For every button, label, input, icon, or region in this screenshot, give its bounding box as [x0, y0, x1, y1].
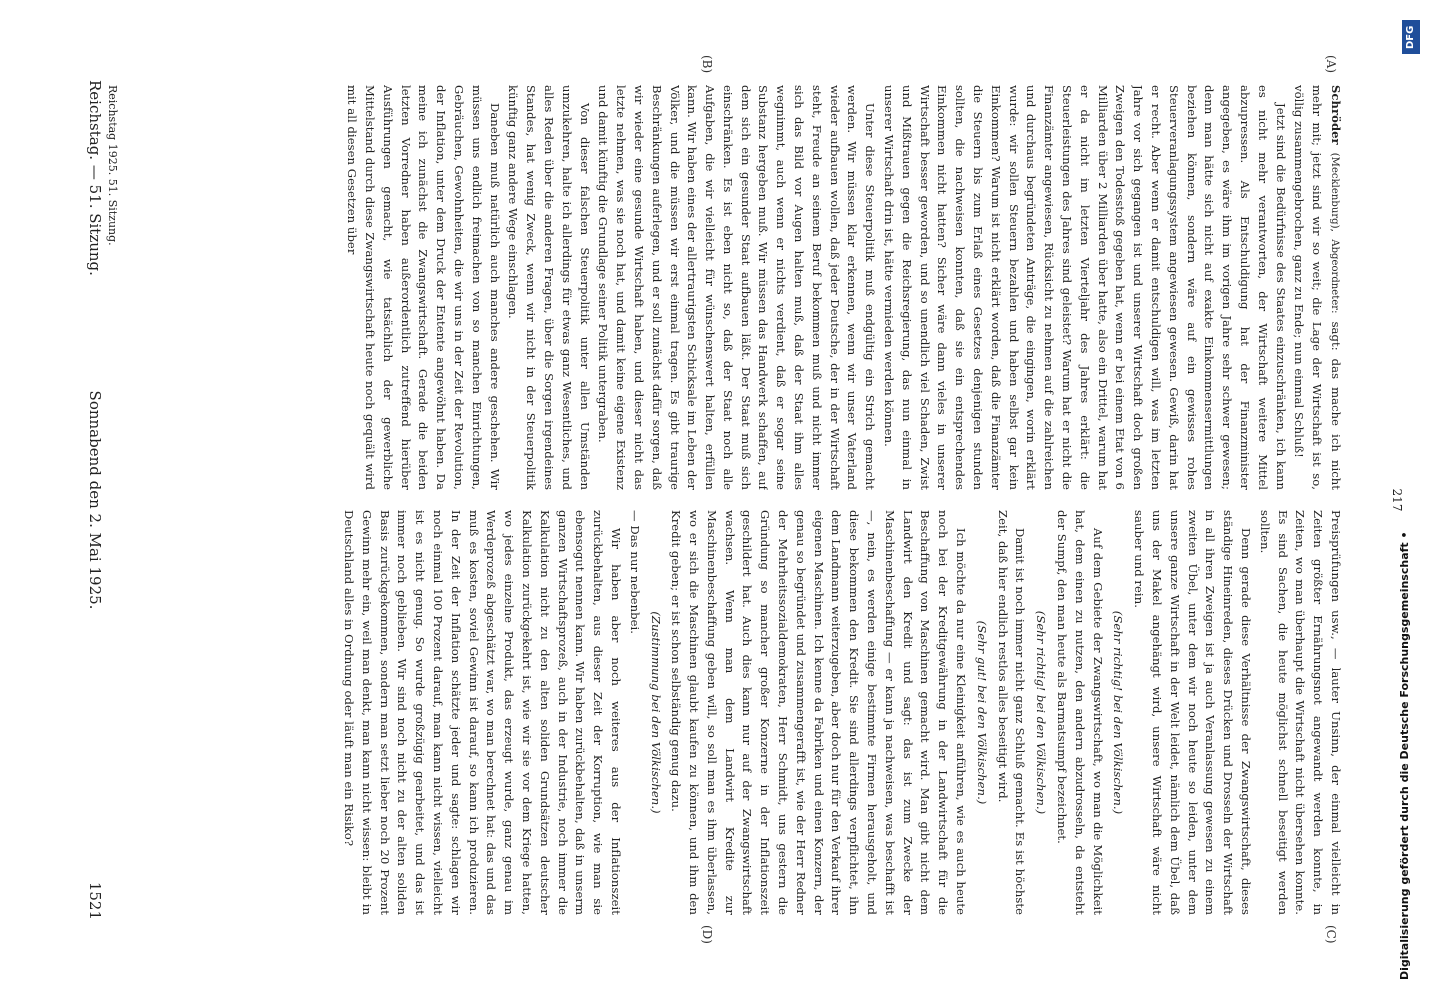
paragraph: Denn gerade diese Verhältnisse der Zwangswirtschaft, dieses ständige Hineinreden, dieses Drücken und Drosseln der Wirtschaft in all ihren Zweigen ist ja auch Veranlassung gewesen zu einem zweiten Übel, unter dem wir noch heute so leiden, unter dem unsere ganze Wirtschaft in der Welt leidet, nämlich dem Übel, daß uns der Makel angehängt wird, unsere Wirtschaft wäre nicht sauber und rein. [1132, 510, 1254, 915]
page-header [80, 80, 104, 920]
dfg-badge-label: DFG [1405, 25, 1416, 49]
paragraph: Auf dem Gebiete der Zwangswirtschaft, wo man die Möglichkeit hat, dem einen zu nutzen, den andern abzudrosseln, da entsteht der Sumpf, den man heute als Barmatsumpf bezeichnet. [1055, 510, 1105, 915]
header-left: Reichstag. — 51. Sitzung. [86, 80, 104, 276]
paragraph: Damit ist noch immer nicht ganz Schluß gemacht. Es ist höchste Zeit, daß hier endlich restlos alles beseitigt wird. [995, 510, 1028, 915]
margin-label-c: (C) [1324, 925, 1338, 944]
paragraph: Unter diese Steuerpolitik muß endgültig ein Strich gemacht werden. Wir müssen klar erkennen, wenn wir unser Vaterland wieder aufbauen wollen, daß jeder Deutsche, der in der Wirtschaft steht, Freude an seinem Beruf bekommen muß und nicht immer sich das Bild vor Augen halten muß, daß der Staat ihm alles wegnimmt, auch wenn er nichts verdient, daß er sogar seine Substanz hergeben muß. Wir müssen das Handwerk schaffen, auf dem sich ein gesunder Staat aufbauen läßt. Der Staat muß sich einschränken. Es ist eben nicht so, daß der Staat noch alle Aufgaben, die wir vielleicht für wünschenswert halten, erfüllen kann. Wir haben eines der allertraurigsten Schicksale im Leben der Völker, und die müssen wir erst einmal tragen. Es gibt traurige Beschränkungen auferlegen, und er soll zunächst dafür sorgen, daß wir wieder eine gesunde Wirtschaft haben, und dieser nicht das letzte nehmen, was sie noch hat, und damit keine eigene Existenz und damit künftig die Grundlage seiner Politik untergraben. [596, 85, 878, 490]
interjection: (Sehr gut! bei den Völkischen.) [974, 620, 989, 805]
speaker-name: Schröder [1329, 85, 1343, 145]
column-right [114, 510, 1344, 915]
header-date: Sonnabend den 2. Mai 1925. [86, 390, 104, 610]
paragraph: Preisprüfungen usw., — lauter Unsinn, der einmal vielleicht in Zeiten größter Ernährungsnot angewandt werden konnte, in Zeiten, wo man überhaupt die Wirtschaft nicht übersehen konnte. Es sind Sachen, die heute möglichst schnell beseitigt werden sollten. [1257, 510, 1343, 915]
paragraph: Jetzt sind die Bedürfnisse des Staates einzuschränken, ich kann es nicht mehr verantworten, der Wirtschaft weitere Mittel abzupressen. Als Entschuldigung hat der Finanzminister angegeben, es wäre ihm im vorigen Jahre sehr schwer gewesen; denn man hätte sich nicht auf exakte Einkommensermittlungen beziehen können, sondern wäre auf ein gewisses rohes Steuerveranlagungssystem angewiesen gewesen. Gewiß, darin hat er recht. Aber wenn er damit entschuldigen will, was im letzten Jahre vor sich gegangen ist und unserer Wirtschaft doch großen Zweigen den Todesstoß gegeben hat, wenn er bei einem Etat von 6 Milliarden über 2 Milliarden über hatte, also ein Drittel, warum hat er da nicht im letzten Vierteljahr des Jahres erklärt: die Steuerleistungen des Jahres sind geleistet? Warum hat er nicht die Finanzämter angewiesen, Rücksicht zu nehmen auf die zahlreichen und durchaus begründeten Anträge, die eingingen, worin erklärt wurde: wir sollen Steuern bezahlen und haben selbst gar kein Einkommen? Warum ist nicht erklärt worden, daß die Finanzämter die Steuern bis zum Erlaß eines Gesetzes denjenigen stunden sollten, die nachweisen konnten, daß sie ein entsprechendes Einkommen nicht hatten? Sicher wäre dann vieles in unserer Wirtschaft besser geworden, und so unendlich viel Schaden, Zwist und Mißtrauen gegen die Reichsregierung, das nun einmal in unserer Wirtschaft drin ist, hätte vermieden werden können. [882, 85, 1288, 490]
paragraph: sagt: das mache ich nicht mehr mit; jetzt sind wir so weit; die Lage der Wirtschaft ist so, völlig zusammengebrochen, ganz zu Ende; nun einmal Schluß! [1292, 85, 1343, 490]
column-left [114, 85, 1344, 490]
dfg-credit-text: Digitalisierung gefördert durch die Deutsche Forschungsgemeinschaft • [1398, 531, 1411, 980]
dfg-sidebar [1398, 20, 1424, 980]
interjection: (Sehr richtig! bei den Völkischen.) [1111, 610, 1126, 815]
margin-label-d: (D) [700, 925, 714, 944]
page-footer: Reichstag 1925. 51. Sitzung. [106, 85, 119, 246]
aside-line: — Das nur nebenbei. [627, 510, 642, 634]
interjection: (Zustimmung bei den Völkischen.) [648, 611, 663, 814]
paragraph: Von dieser falschen Steuerpolitik unter allen Umständen umzukehren, halte ich allerdings für etwas ganz Wesentliches, und alles Reden über die anderen Fragen, über die Sorgen irgendeines Standes, hat wenig Zweck, wenn wir nicht in der Steuerpolitik künftig ganz andere Wege einschlagen. [506, 85, 592, 490]
page-number: 1521 [86, 881, 104, 920]
margin-label-a: (A) [1324, 55, 1338, 74]
speaker-line [1290, 85, 1344, 490]
paragraph: Wir haben aber noch weiteres aus der Inflationszeit zurückbehalten, aus dieser Zeit der Korruption, wie man sie ebensogut nennen kann. Wir haben zurückbehalten, daß in unserm ganzen Wirtschaftsprozeß, auch in der Industrie, noch immer die Kalkulation nicht zu den alten soliden Grundsätzen deutscher Kalkulation zurückgekehrt ist, wie wir sie vor dem Kriege hatten, wo jedes einzelne Produkt, das erzeugt wurde, ganz genau im Werdeprozeß abgeschätzt war, wo man berechnet hat: das und das muß es kosten, soviel Gewinn ist darauf, so kann ich produzieren. In der Zeit der Inflation schätzte jeder und sagte: schlagen wir noch einmal 100 Prozent darauf, man kann nicht wissen, vielleicht ist es nicht genug. So wurde großzügig gearbeitet, und das ist immer noch geblieben. Wir sind noch nicht zu der alten soliden Basis zurückgekommen, sondern man setzt lieber noch 20 Prozent Gewinn mehr ein, weil man denkt, man kann nicht wissen: bleibt in Deutschland alles in Ordnung oder läuft man ein Risiko? [341, 510, 623, 915]
paragraph: Daneben muß natürlich auch manches andere geschehen. Wir müssen uns endlich freimachen von so manchen Einrichtungen, Gebräuchen, Gewohnheiten, die wir uns in der Zeit der Revolution, der Inflation, unter dem Druck der Entente angewöhnt haben. Da meine ich zunächst die Zwangswirtschaft. Gerade die beiden letzten Vorredner haben außerordentlich zutreffend hierüber Ausführungen gemacht, wie tatsächlich der gewerbliche Mittelstand durch diese Zwangswirtschaft heute noch gequält wird mit all diesen Gesetzen über [345, 85, 502, 490]
dfg-logo-badge [1402, 20, 1420, 54]
interjection: (Sehr richtig! bei den Völkischen.) [1034, 610, 1049, 815]
paragraph: Ich möchte da nur eine Kleinigkeit anführen, wie es auch heute noch bei der Kreditgewährung in der Landwirtschaft für die Beschaffung von Maschinen gemacht wird. Man gibt nicht dem Landwirt den Kredit und sagt: das ist zum Zwecke der Maschinenbeschaffung — er kann ja nachweisen, was beschafft ist —, nein, es werden einige bestimmte Firmen herausgeholt, und diese bekommen den Kredit. Sie sind allerdings verpflichtet, ihn dem Landmann weiterzugeben, aber doch nur für den Verkauf ihrer eigenen Maschinen. Ich kenne da Fabriken und einen Konzern, der genau so begründet und zusammengerafft ist, wie der Herr Redner der Mehrheitssozialdemokraten, Herr Schmidt, uns gestern die Gründung so mancher großer Konzerne in der Inflationszeit geschildert hat. Auch dies kann nur auf der Zwangswirtschaft wachsen. Wenn man dem Landwirt Kredite zur Maschinenbeschaffung geben will, so soll man es ihm überlassen, wo er sich die Maschinen glaubt kaufen zu können, und ihm den Kredit geben; er ist schon selbständig genug dazu. [669, 510, 969, 915]
speaker-role: (Mecklenburg), Abgeordneter: [1329, 152, 1340, 314]
signature-number: 217 [1390, 488, 1404, 512]
margin-label-b: (B) [700, 55, 714, 74]
